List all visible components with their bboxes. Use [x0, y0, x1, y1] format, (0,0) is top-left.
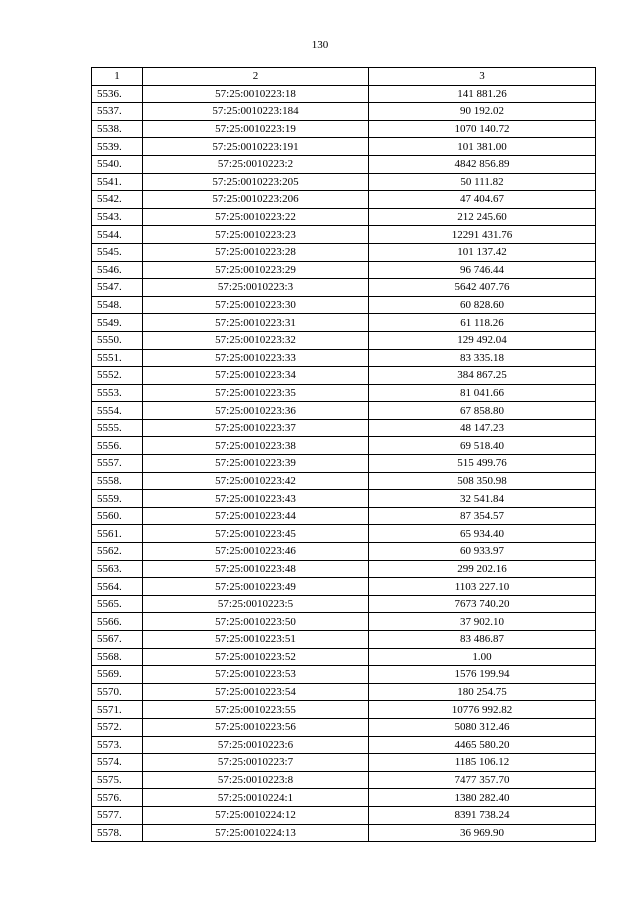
table-row — [92, 261, 596, 279]
value-cell: 36 969.90 — [369, 824, 596, 842]
value-cell: 101 381.00 — [369, 138, 596, 156]
row-number-cell: 5559. — [92, 490, 143, 508]
value-cell: 37 902.10 — [369, 613, 596, 631]
row-number-cell: 5548. — [92, 296, 143, 314]
value-cell: 212 245.60 — [369, 208, 596, 226]
row-number-cell: 5536. — [92, 85, 143, 103]
column-header-number: 1 — [92, 68, 143, 86]
row-number-cell: 5540. — [92, 155, 143, 173]
table-row — [92, 138, 596, 156]
value-cell: 32 541.84 — [369, 490, 596, 508]
row-number-cell: 5574. — [92, 754, 143, 772]
cadastral-number-cell: 57:25:0010223:2 — [143, 155, 369, 173]
row-number-cell: 5557. — [92, 455, 143, 473]
cadastral-number-cell: 57:25:0010223:52 — [143, 648, 369, 666]
value-cell: 87 354.57 — [369, 507, 596, 525]
value-cell: 83 486.87 — [369, 631, 596, 649]
cadastral-number-cell: 57:25:0010223:48 — [143, 560, 369, 578]
row-number-cell: 5552. — [92, 367, 143, 385]
row-number-cell: 5570. — [92, 683, 143, 701]
table-row — [92, 472, 596, 490]
value-cell: 1576 199.94 — [369, 666, 596, 684]
cadastral-number-cell: 57:25:0010223:28 — [143, 243, 369, 261]
value-cell: 5642 407.76 — [369, 279, 596, 297]
cadastral-number-cell: 57:25:0010223:56 — [143, 718, 369, 736]
cadastral-number-cell: 57:25:0010223:36 — [143, 402, 369, 420]
row-number-cell: 5558. — [92, 472, 143, 490]
value-cell: 10776 992.82 — [369, 701, 596, 719]
row-number-cell: 5578. — [92, 824, 143, 842]
table-row — [92, 701, 596, 719]
value-cell: 8391 738.24 — [369, 806, 596, 824]
value-cell: 7673 740.20 — [369, 595, 596, 613]
cadastral-number-cell: 57:25:0010223:42 — [143, 472, 369, 490]
row-number-cell: 5563. — [92, 560, 143, 578]
table-row — [92, 595, 596, 613]
table-row — [92, 771, 596, 789]
table-row — [92, 349, 596, 367]
value-cell: 1103 227.10 — [369, 578, 596, 596]
value-cell: 1380 282.40 — [369, 789, 596, 807]
value-cell: 5080 312.46 — [369, 718, 596, 736]
cadastral-number-cell: 57:25:0010223:205 — [143, 173, 369, 191]
table-row — [92, 243, 596, 261]
table-row — [92, 648, 596, 666]
value-cell: 1070 140.72 — [369, 120, 596, 138]
table-row — [92, 367, 596, 385]
cadastral-number-cell: 57:25:0010223:35 — [143, 384, 369, 402]
table-row — [92, 279, 596, 297]
row-number-cell: 5549. — [92, 314, 143, 332]
row-number-cell: 5568. — [92, 648, 143, 666]
table-row — [92, 296, 596, 314]
row-number-cell: 5537. — [92, 103, 143, 121]
value-cell: 81 041.66 — [369, 384, 596, 402]
cadastral-number-cell: 57:25:0010223:55 — [143, 701, 369, 719]
row-number-cell: 5550. — [92, 331, 143, 349]
cadastral-number-cell: 57:25:0010223:51 — [143, 631, 369, 649]
cadastral-number-cell: 57:25:0010223:46 — [143, 543, 369, 561]
value-cell: 83 335.18 — [369, 349, 596, 367]
page-number: 130 — [311, 39, 329, 51]
row-number-cell: 5544. — [92, 226, 143, 244]
row-number-cell: 5562. — [92, 543, 143, 561]
value-cell: 60 828.60 — [369, 296, 596, 314]
row-number-cell: 5538. — [92, 120, 143, 138]
value-cell: 12291 431.76 — [369, 226, 596, 244]
value-cell: 50 111.82 — [369, 173, 596, 191]
value-cell: 4842 856.89 — [369, 155, 596, 173]
table-row — [92, 736, 596, 754]
cadastral-number-cell: 57:25:0010223:54 — [143, 683, 369, 701]
cadastral-number-cell: 57:25:0010223:43 — [143, 490, 369, 508]
cadastral-number-cell: 57:25:0010223:49 — [143, 578, 369, 596]
cadastral-number-cell: 57:25:0010223:44 — [143, 507, 369, 525]
table-row — [92, 754, 596, 772]
value-cell: 515 499.76 — [369, 455, 596, 473]
table-row — [92, 331, 596, 349]
row-number-cell: 5567. — [92, 631, 143, 649]
value-cell: 48 147.23 — [369, 419, 596, 437]
cadastral-number-cell: 57:25:0010223:8 — [143, 771, 369, 789]
table-row — [92, 226, 596, 244]
table-row — [92, 683, 596, 701]
table-body — [92, 85, 596, 842]
value-cell: 1185 106.12 — [369, 754, 596, 772]
value-cell: 47 404.67 — [369, 191, 596, 209]
cadastral-number-cell: 57:25:0010223:50 — [143, 613, 369, 631]
table-row — [92, 455, 596, 473]
value-cell: 90 192.02 — [369, 103, 596, 121]
row-number-cell: 5542. — [92, 191, 143, 209]
row-number-cell: 5571. — [92, 701, 143, 719]
table-row — [92, 824, 596, 842]
value-cell: 101 137.42 — [369, 243, 596, 261]
cadastral-number-cell: 57:25:0010223:22 — [143, 208, 369, 226]
value-cell: 384 867.25 — [369, 367, 596, 385]
table-row — [92, 666, 596, 684]
table-row — [92, 490, 596, 508]
table-row — [92, 631, 596, 649]
value-cell: 1.00 — [369, 648, 596, 666]
cadastral-number-cell: 57:25:0010224:13 — [143, 824, 369, 842]
row-number-cell: 5572. — [92, 718, 143, 736]
row-number-cell: 5575. — [92, 771, 143, 789]
table-row — [92, 718, 596, 736]
column-header-value: 3 — [369, 68, 596, 86]
value-cell: 61 118.26 — [369, 314, 596, 332]
table-row — [92, 613, 596, 631]
row-number-cell: 5553. — [92, 384, 143, 402]
value-cell: 141 881.26 — [369, 85, 596, 103]
row-number-cell: 5556. — [92, 437, 143, 455]
cadastral-number-cell: 57:25:0010223:33 — [143, 349, 369, 367]
cadastral-number-cell: 57:25:0010223:18 — [143, 85, 369, 103]
table-row — [92, 314, 596, 332]
table-row — [92, 507, 596, 525]
row-number-cell: 5545. — [92, 243, 143, 261]
table-row — [92, 560, 596, 578]
cadastral-number-cell: 57:25:0010224:12 — [143, 806, 369, 824]
value-cell: 65 934.40 — [369, 525, 596, 543]
value-cell: 60 933.97 — [369, 543, 596, 561]
value-cell: 96 746.44 — [369, 261, 596, 279]
row-number-cell: 5554. — [92, 402, 143, 420]
cadastral-number-cell: 57:25:0010223:184 — [143, 103, 369, 121]
table-row — [92, 543, 596, 561]
column-header-cadastral-number: 2 — [143, 68, 369, 86]
cadastral-number-cell: 57:25:0010223:45 — [143, 525, 369, 543]
table-row — [92, 191, 596, 209]
table-row — [92, 173, 596, 191]
cadastral-number-cell: 57:25:0010223:191 — [143, 138, 369, 156]
cadastral-number-cell: 57:25:0010223:37 — [143, 419, 369, 437]
value-cell: 129 492.04 — [369, 331, 596, 349]
row-number-cell: 5551. — [92, 349, 143, 367]
table-row — [92, 402, 596, 420]
value-cell: 508 350.98 — [369, 472, 596, 490]
table-row — [92, 120, 596, 138]
value-cell: 67 858.80 — [369, 402, 596, 420]
cadastral-number-cell: 57:25:0010223:3 — [143, 279, 369, 297]
table-row — [92, 789, 596, 807]
row-number-cell: 5569. — [92, 666, 143, 684]
table-row — [92, 103, 596, 121]
cadastral-number-cell: 57:25:0010223:34 — [143, 367, 369, 385]
cadastral-value-table — [91, 67, 596, 842]
table-row — [92, 85, 596, 103]
cadastral-number-cell: 57:25:0010223:31 — [143, 314, 369, 332]
cadastral-number-cell: 57:25:0010223:38 — [143, 437, 369, 455]
cadastral-number-cell: 57:25:0010223:23 — [143, 226, 369, 244]
row-number-cell: 5560. — [92, 507, 143, 525]
table-row — [92, 419, 596, 437]
cadastral-number-cell: 57:25:0010223:206 — [143, 191, 369, 209]
row-number-cell: 5565. — [92, 595, 143, 613]
value-cell: 69 518.40 — [369, 437, 596, 455]
table-row — [92, 806, 596, 824]
row-number-cell: 5546. — [92, 261, 143, 279]
cadastral-number-cell: 57:25:0010223:29 — [143, 261, 369, 279]
table-row — [92, 155, 596, 173]
value-cell: 180 254.75 — [369, 683, 596, 701]
table-row — [92, 525, 596, 543]
row-number-cell: 5541. — [92, 173, 143, 191]
row-number-cell: 5555. — [92, 419, 143, 437]
cadastral-number-cell: 57:25:0010223:19 — [143, 120, 369, 138]
cadastral-number-cell: 57:25:0010223:6 — [143, 736, 369, 754]
row-number-cell: 5547. — [92, 279, 143, 297]
table-header-row — [92, 68, 596, 86]
value-cell: 4465 580.20 — [369, 736, 596, 754]
table-row — [92, 578, 596, 596]
table-row — [92, 208, 596, 226]
row-number-cell: 5543. — [92, 208, 143, 226]
cadastral-number-cell: 57:25:0010223:7 — [143, 754, 369, 772]
table-row — [92, 437, 596, 455]
row-number-cell: 5566. — [92, 613, 143, 631]
cadastral-number-cell: 57:25:0010223:32 — [143, 331, 369, 349]
cadastral-number-cell: 57:25:0010223:39 — [143, 455, 369, 473]
row-number-cell: 5576. — [92, 789, 143, 807]
row-number-cell: 5539. — [92, 138, 143, 156]
table-row — [92, 384, 596, 402]
cadastral-number-cell: 57:25:0010223:30 — [143, 296, 369, 314]
cadastral-number-cell: 57:25:0010224:1 — [143, 789, 369, 807]
row-number-cell: 5573. — [92, 736, 143, 754]
row-number-cell: 5577. — [92, 806, 143, 824]
value-cell: 299 202.16 — [369, 560, 596, 578]
row-number-cell: 5564. — [92, 578, 143, 596]
cadastral-number-cell: 57:25:0010223:5 — [143, 595, 369, 613]
cadastral-number-cell: 57:25:0010223:53 — [143, 666, 369, 684]
value-cell: 7477 357.70 — [369, 771, 596, 789]
row-number-cell: 5561. — [92, 525, 143, 543]
